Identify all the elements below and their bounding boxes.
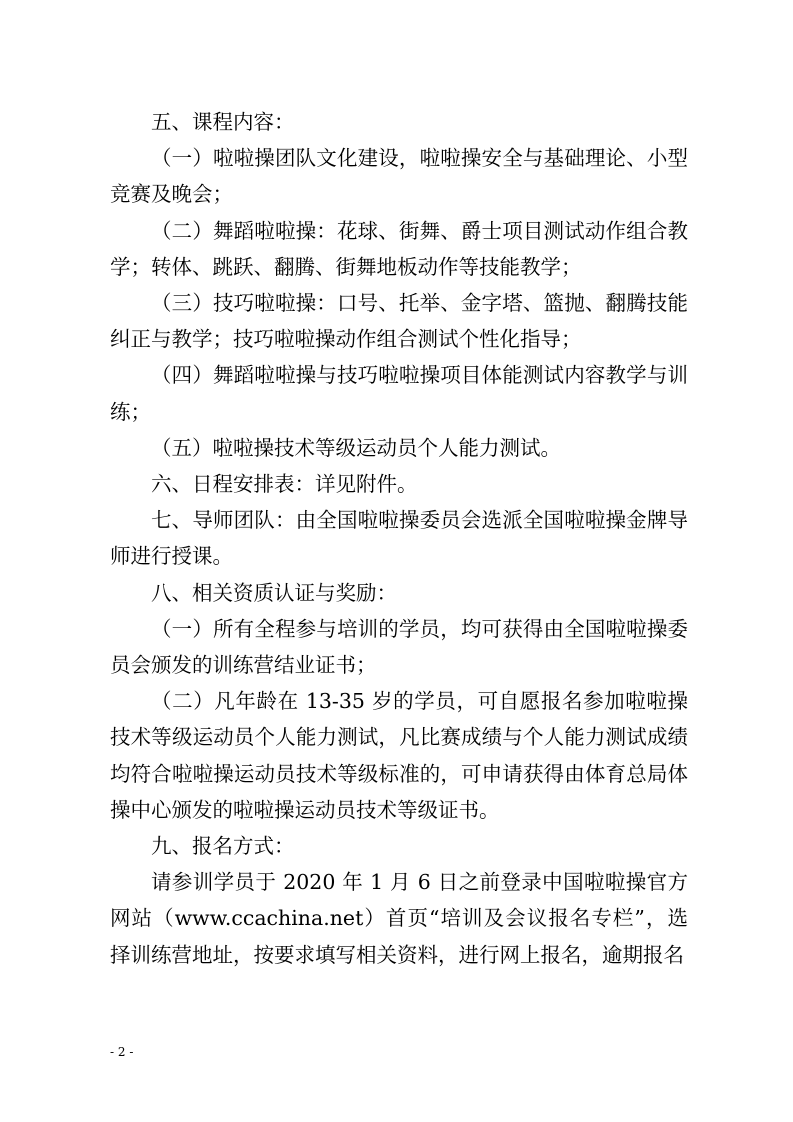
course-item-4: （四）舞蹈啦啦操与技巧啦啦操项目体能测试内容教学与训练； (110, 363, 688, 424)
section-heading-registration: 九、报名方式： (151, 834, 295, 859)
section-heading-schedule: 六、日程安排表：详见附件。 (151, 472, 418, 497)
section-heading-course-content: 五、课程内容： (151, 110, 295, 134)
section-heading-certification: 八、相关资质认证与奖励： (151, 580, 397, 605)
certification-item-1: （一）所有全程参与培训的学员，均可获得由全国啦啦操委员会颁发的训练营结业证书； (110, 616, 688, 678)
registration-instructions: 请参训学员于 2020 年 1 月 6 日之前登录中国啦啦操官方网站（www.ccachina.net）首页“培训及会议报名专栏”，选择训练营地址，按要求填写相关资料，进行网上报名，逾期报名 (110, 870, 688, 967)
course-item-3: （三）技巧啦啦操：口号、托举、金字塔、篮抛、翻腾技能纠正与教学；技巧啦啦操动作组合测试个性化指导； (110, 291, 688, 352)
page-number: - 2 - (110, 1045, 134, 1059)
course-item-5: （五）啦啦操技术等级运动员个人能力测试。 (151, 435, 561, 460)
course-item-2: （二）舞蹈啦啦操：花球、街舞、爵士项目测试动作组合教学；转体、跳跃、翻腾、街舞地板动作等技能教学； (110, 218, 688, 279)
course-item-1: （一）啦啦操团队文化建设，啦啦操安全与基础理论、小型竞赛及晚会； (110, 146, 688, 207)
document-body (110, 104, 688, 973)
certification-item-2: （二）凡年龄在 13-35 岁的学员，可自愿报名参加啦啦操技术等级运动员个人能力测试，凡比赛成绩与个人能力测试成绩均符合啦啦操运动员技术等级标准的，可申请获得由体育总局体操中心颁发的啦啦操运动员技术等级证书。 (110, 689, 688, 822)
section-heading-mentor-team: 七、导师团队：由全国啦啦操委员会选派全国啦啦操金牌导师进行授课。 (110, 508, 688, 569)
